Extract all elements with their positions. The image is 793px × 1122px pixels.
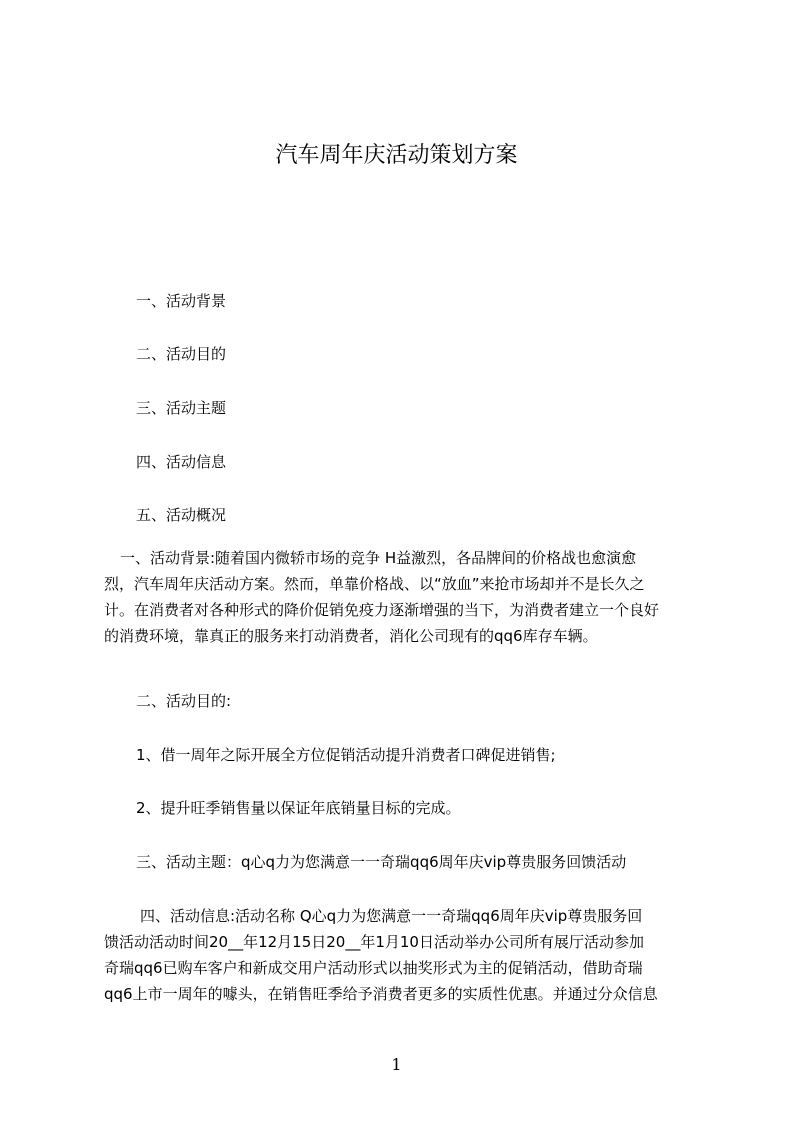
info-line: 馈活动活动时间20__年12月15日20__年1月10日活动举办公司所有展厅活动参加 (104, 933, 644, 951)
purpose-item: 1、借一周年之际开展全方位促销活动提升消费者口碑促进销售; (136, 746, 556, 764)
background-line: 烈，汽车周年庆活动方案。然而，单靠价格战、以“放血”来抢市场却并不是长久之 (104, 575, 645, 593)
document-title: 汽车周年庆活动策划方案 (275, 143, 518, 168)
toc-item-purpose: 二、活动目的 (136, 345, 227, 363)
toc-item-theme: 三、活动主题 (136, 399, 227, 417)
background-line: 计。在消费者对各种形式的降价促销免疫力逐渐增强的当下，为消费者建立一个良好 (104, 601, 660, 619)
info-line: 四、活动信息:活动名称 Q心q力为您满意一一奇瑞qq6周年庆vip尊贵服务回 (140, 907, 643, 925)
page-number: 1 (391, 1055, 402, 1074)
info-paragraph (104, 903, 700, 1007)
toc-item-background: 一、活动背景 (136, 292, 227, 310)
theme-line: 三、活动主题：q心q力为您满意一一奇瑞qq6周年庆vip尊贵服务回馈活动 (136, 853, 627, 871)
background-line: 的消费环境，靠真正的服务来打动消费者，消化公司现有的qq6库存车辆。 (104, 627, 598, 645)
info-line: qq6上市一周年的噱头，在销售旺季给予消费者更多的实质性优惠。并通过分众信息 (104, 985, 658, 1003)
info-line: 奇瑞qq6已购车客户和新成交用户活动形式以抽奖形式为主的促销活动，借助奇瑞 (104, 959, 643, 977)
toc-item-info: 四、活动信息 (136, 453, 227, 471)
background-line: 一、活动背景:随着国内微轿市场的竞争 H益激烈，各品牌间的价格战也愈演愈 (120, 549, 637, 567)
purpose-heading: 二、活动目的: (136, 692, 232, 710)
toc-item-overview: 五、活动概况 (136, 506, 227, 524)
purpose-item: 2、提升旺季销售量以保证年底销量目标的完成。 (136, 799, 461, 817)
background-paragraph (104, 545, 700, 649)
